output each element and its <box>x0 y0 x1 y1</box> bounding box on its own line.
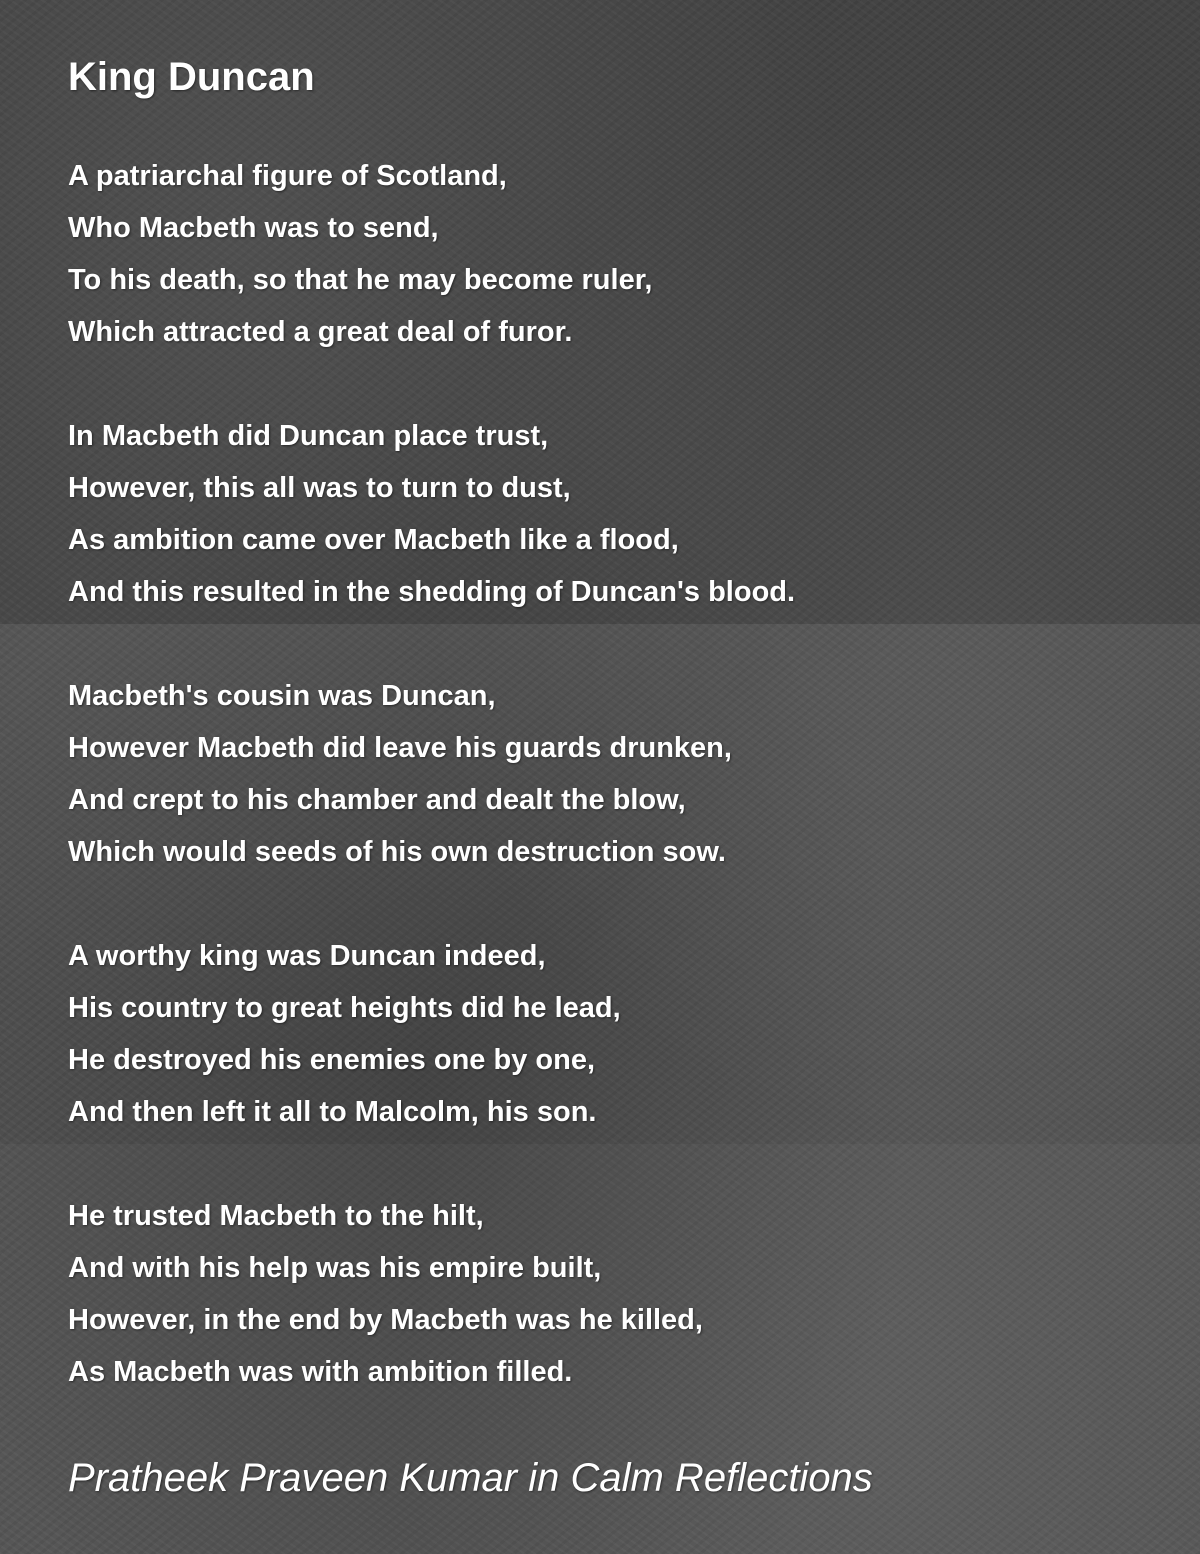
poem-line: To his death, so that he may become ruler, <box>68 264 653 296</box>
stanza-1 <box>68 150 1148 358</box>
poem-line: Who Macbeth was to send, <box>68 212 439 244</box>
poem-line: As Macbeth was with ambition filled. <box>68 1356 573 1388</box>
stanza-4 <box>68 930 1148 1138</box>
poem-attribution: Pratheek Praveen Kumar in Calm Reflections <box>68 1456 873 1500</box>
poem-line: He trusted Macbeth to the hilt, <box>68 1200 484 1232</box>
poem-line: And this resulted in the shedding of Duncan's blood. <box>68 576 796 608</box>
poem-line: As ambition came over Macbeth like a flood, <box>68 524 679 556</box>
poem-line: A patriarchal figure of Scotland, <box>68 160 507 192</box>
poem-line: And with his help was his empire built, <box>68 1252 602 1284</box>
poem-line: In Macbeth did Duncan place trust, <box>68 420 549 452</box>
poem-title: King Duncan <box>68 55 315 99</box>
poem-line: A worthy king was Duncan indeed, <box>68 940 546 972</box>
poem-line: Macbeth's cousin was Duncan, <box>68 680 496 712</box>
poem-line: His country to great heights did he lead, <box>68 992 621 1024</box>
poem-line: However, in the end by Macbeth was he killed, <box>68 1304 703 1336</box>
stanza-2 <box>68 410 1148 618</box>
poem-line: However Macbeth did leave his guards drunken, <box>68 732 732 764</box>
poem-line: Which attracted a great deal of furor. <box>68 316 573 348</box>
poem-line: He destroyed his enemies one by one, <box>68 1044 595 1076</box>
poem-container <box>68 52 1148 1450</box>
poem-line: However, this all was to turn to dust, <box>68 472 571 504</box>
poem-line: And crept to his chamber and dealt the blow, <box>68 784 686 816</box>
stanza-5 <box>68 1190 1148 1398</box>
stanza-3 <box>68 670 1148 878</box>
poem-line: And then left it all to Malcolm, his son. <box>68 1096 597 1128</box>
poem-line: Which would seeds of his own destruction sow. <box>68 836 726 868</box>
